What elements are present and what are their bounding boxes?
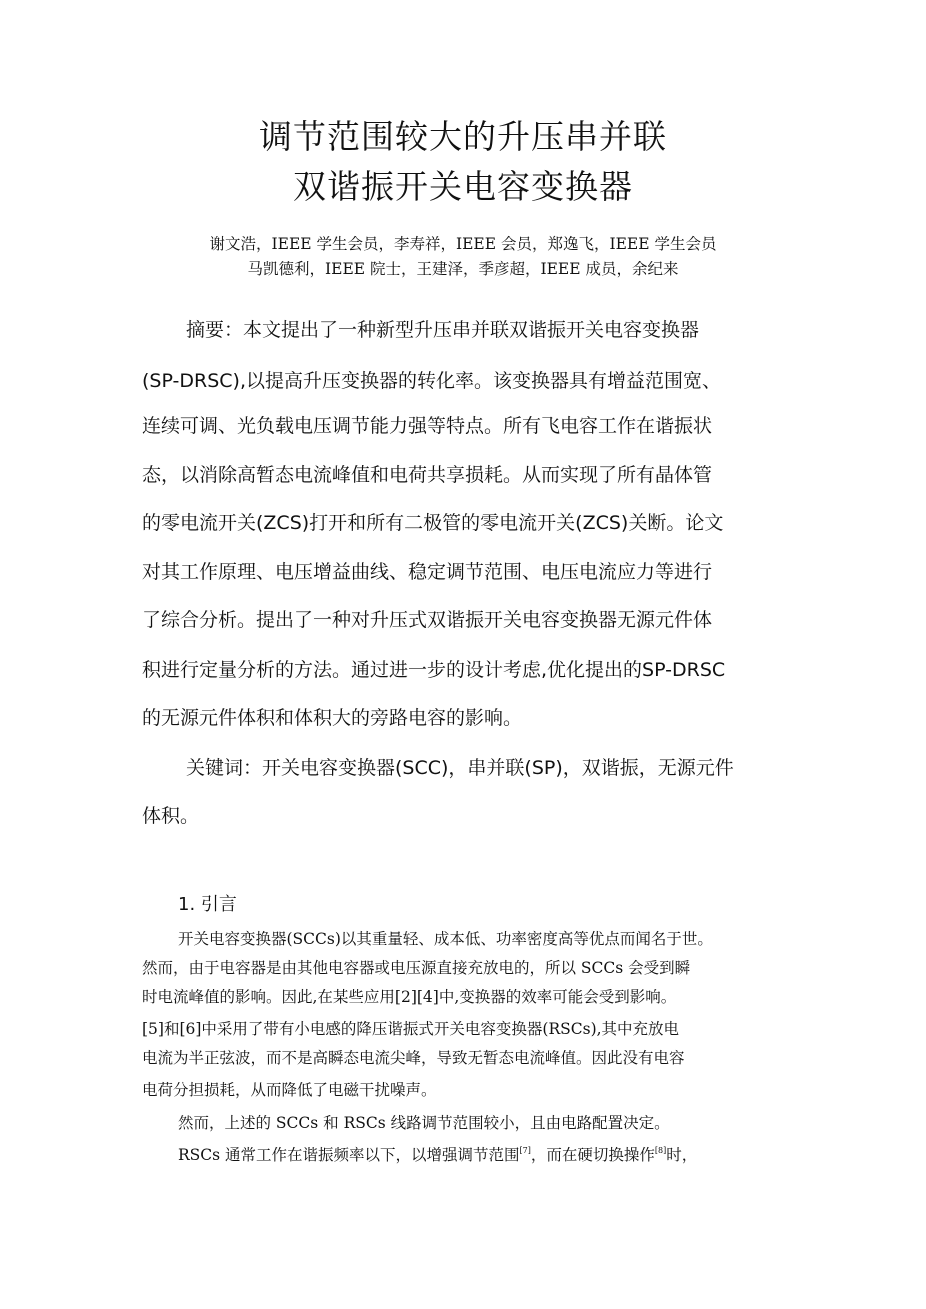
body-line: 开关电容变换器(SCCs)以其重量轻、成本低、功率密度高等优点而闻名于世。 bbox=[178, 930, 713, 948]
body-text: RSCs 通常工作在谐振频率以下，以增强调节范围 bbox=[178, 1146, 520, 1164]
abstract-line: 了综合分析。提出了一种对升压式双谐振开关电容变换器无源元件体 bbox=[142, 609, 713, 631]
body-line: 电流为半正弦波，而不是高瞬态电流尖峰，导致无暂态电流峰值。因此没有电容 bbox=[142, 1049, 685, 1067]
abstract-line: 的无源元件体积和体积大的旁路电容的影响。 bbox=[142, 707, 523, 729]
paper-title-line-1: 调节范围较大的升压串并联 bbox=[259, 117, 667, 156]
section-heading: 1. 引言 bbox=[178, 894, 237, 915]
keywords-line-1: 关键词：开关电容变换器(SCC)，串并联(SP)，双谐振，无源元件 bbox=[186, 757, 734, 779]
abstract-line: 态，以消除高暂态电流峰值和电荷共享损耗。从而实现了所有晶体管 bbox=[142, 464, 713, 486]
abstract-line: 的零电流开关(ZCS)打开和所有二极管的零电流开关(ZCS)关断。论文 bbox=[142, 512, 724, 534]
body-line: 然而，上述的 SCCs 和 RSCs 线路调节范围较小，且由电路配置决定。 bbox=[178, 1114, 670, 1132]
body-text: ，而在硬切换操作 bbox=[530, 1146, 655, 1164]
body-line: 然而，由于电容器是由其他电容器或电压源直接充放电的，所以 SCCs 会受到瞬 bbox=[142, 959, 691, 977]
author-line-1: 谢文浩，IEEE 学生会员，李寿祥，IEEE 会员，郑逸飞，IEEE 学生会员 bbox=[209, 235, 717, 253]
abstract-line: 摘要：本文提出了一种新型升压串并联双谐振开关电容变换器 bbox=[186, 319, 700, 341]
keywords-line-2: 体积。 bbox=[142, 805, 200, 827]
body-text: 时， bbox=[666, 1146, 698, 1164]
paper-title-line-2: 双谐振开关电容变换器 bbox=[293, 167, 633, 206]
abstract-line: 积进行定量分析的方法。通过进一步的设计考虑,优化提出的SP-DRSC bbox=[142, 659, 726, 681]
citation-ref[interactable]: [7] bbox=[519, 1146, 531, 1155]
author-line-2: 马凯德利，IEEE 院士，王建泽，季彦超，IEEE 成员，余纪来 bbox=[247, 260, 679, 278]
body-line-with-citations bbox=[178, 1148, 697, 1164]
body-line: 时电流峰值的影响。因此,在某些应用[2][4]中,变换器的效率可能会受到影响。 bbox=[142, 988, 677, 1006]
abstract-line: (SP-DRSC),以提高升压变换器的转化率。该变换器具有增益范围宽、 bbox=[142, 370, 721, 392]
body-line: [5]和[6]中采用了带有小电感的降压谐振式开关电容变换器(RSCs),其中充放电 bbox=[142, 1020, 680, 1038]
citation-ref[interactable]: [8] bbox=[654, 1146, 667, 1155]
body-line: 电荷分担损耗，从而降低了电磁干扰噪声。 bbox=[142, 1081, 437, 1099]
abstract-line: 连续可调、光负载电压调节能力强等特点。所有飞电容工作在谐振状 bbox=[142, 415, 713, 437]
abstract-line: 对其工作原理、电压增益曲线、稳定调节范围、电压电流应力等进行 bbox=[142, 561, 713, 583]
